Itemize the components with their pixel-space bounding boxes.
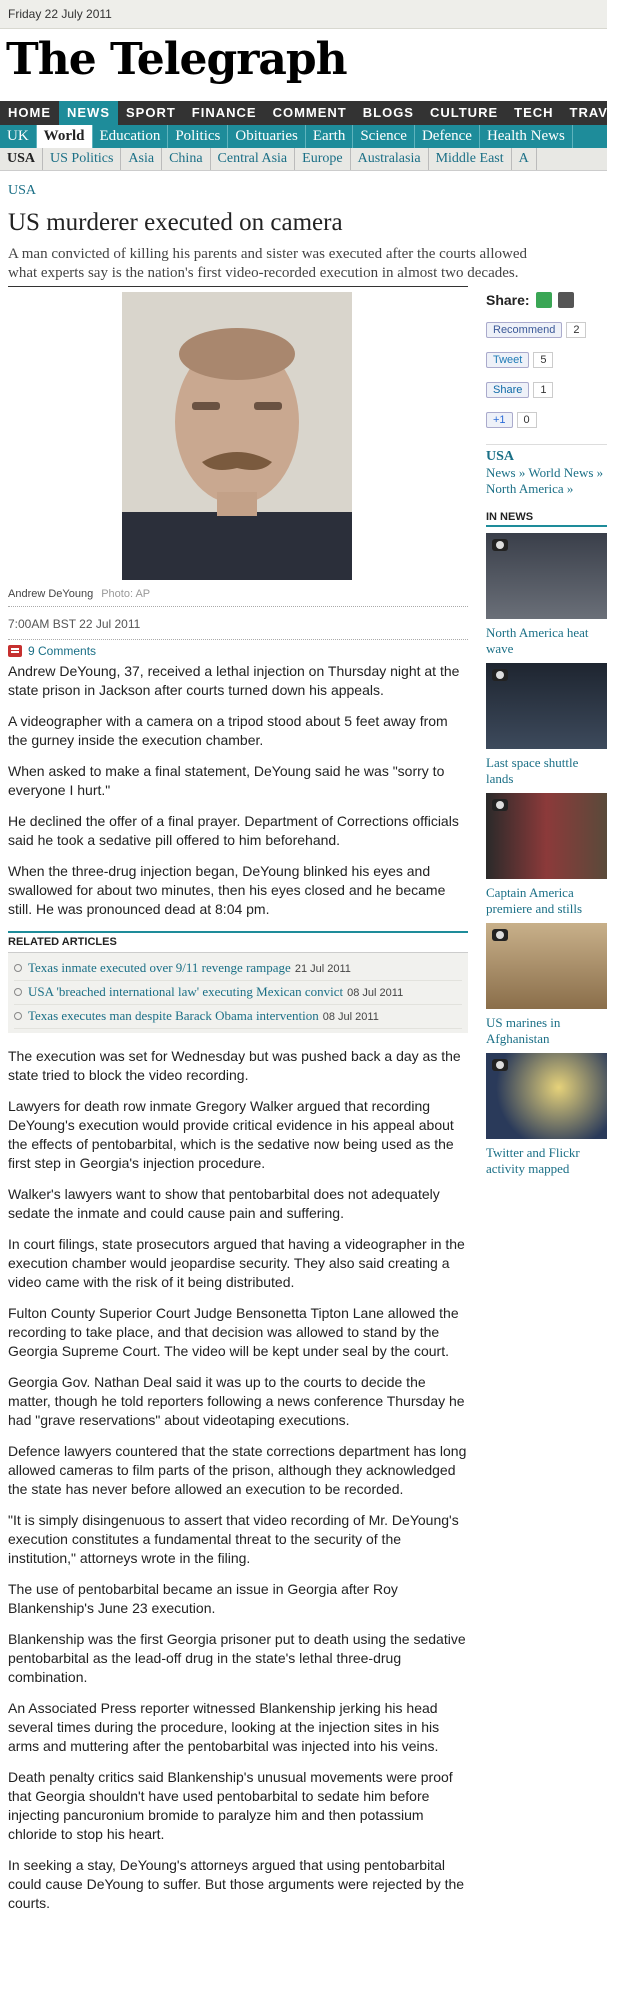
article-photo <box>122 292 352 580</box>
news-caption[interactable]: Last space shuttle lands <box>486 755 579 786</box>
nav-defence[interactable]: Defence <box>415 125 480 148</box>
camera-icon <box>492 539 508 551</box>
share-icon[interactable] <box>536 292 552 308</box>
article-paragraph: Defence lawyers countered that the state corrections department has long allowed cameras to film parts of the prison, although they acknowledged the state has never before allowed an execution to be recorded. <box>8 1443 467 1497</box>
article-paragraph: Fulton County Superior Court Judge Bensonetta Tipton Lane allowed the recording to take place, and that decision was allowed to stand by the Georgia Supreme Court. The video will be kept under seal by the court. <box>8 1305 459 1359</box>
news-thumb[interactable] <box>486 1053 607 1139</box>
nav-asia[interactable]: Asia <box>121 148 162 170</box>
related-article-item[interactable] <box>14 981 462 1005</box>
nav-culture[interactable]: CULTURE <box>429 105 499 120</box>
article-paragraph: "It is simply disingenuous to assert that video recording of Mr. DeYoung's execution constitutes a fundamental threat to the security of the institution," attorneys wrote in the filing. <box>8 1512 459 1566</box>
photo-caption <box>8 588 468 600</box>
nav-finance[interactable]: FINANCE <box>191 105 257 120</box>
article-paragraph: In court filings, state prosecutors argued that having a videographer in the execution chamber would jeopardise security. They also said creating a video came with the risk of it being distributed. <box>8 1236 465 1290</box>
nav-health-news[interactable]: Health News <box>480 125 573 148</box>
article-paragraph: Georgia Gov. Nathan Deal said it was up to the courts to decide the matter, though he told reporters following a news conference Thursday he had "grave reservations" about videotaping executions. <box>8 1374 465 1428</box>
timestamp-divider <box>8 639 468 640</box>
sidebar <box>486 288 607 1177</box>
nav-more[interactable]: A <box>512 148 537 170</box>
nav-science[interactable]: Science <box>353 125 415 148</box>
bullet-icon <box>14 988 22 996</box>
article-paragraph: In seeking a stay, DeYoung's attorneys argued that using pentobarbital could cause DeYoung to suffer. But those arguments were rejected by the courts. <box>8 1857 465 1911</box>
nav-us-politics[interactable]: US Politics <box>43 148 121 170</box>
nav-usa[interactable]: USA <box>0 148 43 170</box>
article-body <box>8 288 468 1925</box>
comments-link[interactable] <box>8 644 468 658</box>
nav-home[interactable]: HOME <box>8 105 51 120</box>
article-paragraph: Death penalty critics said Blankenship's unusual movements were proof that Georgia shouldn't have used pentobarbital to sedate him before injecting pancuronium bromide to paralyze him and then potassium chloride to stop his heart. <box>8 1769 453 1842</box>
related-article-date: 08 Jul 2011 <box>347 987 404 999</box>
tweet-widget[interactable] <box>486 352 607 368</box>
nav-uk[interactable]: UK <box>0 125 37 148</box>
nav-travel[interactable]: TRAVEL <box>569 105 627 120</box>
primary-nav <box>0 101 627 125</box>
article-paragraph: He declined the offer of a final prayer. Department of Corrections officials said he took a sedative pill offered to him beforehand. <box>8 813 459 848</box>
nav-earth[interactable]: Earth <box>306 125 353 148</box>
nav-china[interactable]: China <box>162 148 210 170</box>
caption-divider <box>8 606 468 607</box>
article-paragraph: Lawyers for death row inmate Gregory Walker argued that recording DeYoung's execution would provide critical evidence in his appeal about the effects of pentobarbital, which is the sedative now being used as the first step in Georgia's injection procedure. <box>8 1098 454 1171</box>
article-headline: US murderer executed on camera <box>8 209 343 236</box>
sidebar-link-news[interactable]: News » World News » <box>486 465 604 480</box>
plusone-widget[interactable] <box>486 412 607 428</box>
nav-australasia[interactable]: Australasia <box>351 148 429 170</box>
news-caption[interactable]: North America heat wave <box>486 625 589 656</box>
tweet-count: 5 <box>533 352 553 368</box>
camera-icon <box>492 799 508 811</box>
sidebar-link-north-america[interactable]: North America » <box>486 481 574 496</box>
nav-central-asia[interactable]: Central Asia <box>211 148 296 170</box>
photo-credit: Photo: AP <box>101 588 151 600</box>
article-paragraph: Blankenship was the first Georgia prisoner put to death using the sedative pentobarbital as the lead-off drug in the state's lethal three-drug combination. <box>8 1631 466 1685</box>
camera-icon <box>492 669 508 681</box>
article-standfirst <box>8 245 607 283</box>
article-timestamp: 7:00AM BST 22 Jul 2011 <box>8 617 141 631</box>
camera-icon <box>492 1059 508 1071</box>
facebook-recommend-button[interactable]: Recommend <box>486 322 562 338</box>
news-thumb[interactable] <box>486 663 607 749</box>
related-article-title[interactable]: Texas executes man despite Barack Obama intervention <box>28 1008 319 1023</box>
related-articles-title: RELATED ARTICLES <box>8 933 468 953</box>
photo-caption-text: Andrew DeYoung <box>8 588 94 600</box>
mugshot-image <box>122 292 352 580</box>
news-caption[interactable]: US marines in Afghanistan <box>486 1015 561 1046</box>
article-paragraph: The use of pentobarbital became an issue in Georgia after Roy Blankenship's June 23 execution. <box>8 1581 398 1616</box>
standfirst-line-1: A man convicted of killing his parents and sister was executed after the courts allowed <box>8 246 528 262</box>
headline-rule <box>8 286 468 287</box>
tertiary-nav <box>0 148 607 171</box>
related-article-title[interactable]: Texas inmate executed over 9/11 revenge rampage <box>28 960 291 975</box>
nav-news[interactable]: NEWS <box>59 101 118 125</box>
comments-count[interactable]: 9 Comments <box>28 644 97 658</box>
standfirst-line-2: what experts say is the nation's first video-recorded execution in almost two decades. <box>8 265 519 281</box>
dateline: Friday 22 July 2011 <box>0 0 607 29</box>
sidebar-section-title[interactable]: USA <box>486 444 607 465</box>
nav-sport[interactable]: SPORT <box>126 105 176 120</box>
related-article-date: 08 Jul 2011 <box>322 1011 379 1023</box>
related-articles <box>8 931 468 1033</box>
nav-blogs[interactable]: BLOGS <box>362 105 414 120</box>
article-paragraph: When asked to make a final statement, DeYoung said he was "sorry to everyone I hurt." <box>8 763 445 798</box>
nav-education[interactable]: Education <box>93 125 169 148</box>
linkedin-share-button[interactable]: Share <box>486 382 529 398</box>
news-caption[interactable]: Twitter and Flickr activity mapped <box>486 1145 580 1176</box>
related-article-item[interactable] <box>14 1005 462 1029</box>
nav-comment[interactable]: COMMENT <box>272 105 347 120</box>
plusone-button[interactable]: +1 <box>486 412 513 428</box>
nav-obituaries[interactable]: Obituaries <box>228 125 305 148</box>
tweet-button[interactable]: Tweet <box>486 352 529 368</box>
article-section-label[interactable]: USA <box>8 183 37 198</box>
news-caption[interactable]: Captain America premiere and stills <box>486 885 583 916</box>
bullet-icon <box>14 964 22 972</box>
related-article-date: 21 Jul 2011 <box>294 963 351 975</box>
secondary-nav <box>0 125 607 148</box>
in-news-title: IN NEWS <box>486 511 607 527</box>
related-article-title[interactable]: USA 'breached international law' executing Mexican convict <box>28 984 344 999</box>
linkedin-count: 1 <box>533 382 553 398</box>
camera-icon <box>492 929 508 941</box>
facebook-recommend-count: 2 <box>566 322 586 338</box>
comment-icon <box>8 645 22 657</box>
news-thumb[interactable] <box>486 793 607 879</box>
bullet-icon <box>14 1012 22 1020</box>
related-articles-list <box>8 953 468 1033</box>
article-paragraph: A videographer with a camera on a tripod stood about 5 feet away from the gurney inside the execution chamber. <box>8 713 448 748</box>
article-paragraph: The execution was set for Wednesday but was pushed back a day as the state tried to block the video recording. <box>8 1048 461 1083</box>
article-paragraph: Andrew DeYoung, 37, received a lethal injection on Thursday night at the state prison in Jackson after courts turned down his appeals. <box>8 663 460 698</box>
plusone-count: 0 <box>517 412 537 428</box>
article-paragraph: When the three-drug injection began, DeYoung blinked his eyes and swallowed for about two minutes, then his eyes closed and he became still. He was pronounced dead at 8:04 pm. <box>8 863 446 917</box>
nav-tech[interactable]: TECH <box>514 105 554 120</box>
article-paragraph: An Associated Press reporter witnessed Blankenship jerking his head several times during the procedure, looking at the injection sites in his arms and muttering after the pentobarbital was injected into his veins. <box>8 1700 440 1754</box>
nav-world[interactable]: World <box>37 125 93 148</box>
masthead[interactable] <box>0 29 607 93</box>
share-row <box>486 292 607 308</box>
news-thumb[interactable] <box>486 533 607 619</box>
nav-europe[interactable]: Europe <box>295 148 350 170</box>
related-article-item[interactable] <box>14 957 462 981</box>
facebook-recommend[interactable] <box>486 322 607 338</box>
nav-middle-east[interactable]: Middle East <box>429 148 512 170</box>
email-icon[interactable] <box>558 292 574 308</box>
news-thumb[interactable] <box>486 923 607 1009</box>
share-label: Share: <box>486 292 530 308</box>
nav-politics[interactable]: Politics <box>168 125 228 148</box>
linkedin-widget[interactable] <box>486 382 607 398</box>
article-paragraph: Walker's lawyers want to show that pentobarbital does not adequately sedate the inmate and could cause pain and suffering. <box>8 1186 440 1221</box>
site-logo[interactable]: The Telegraph <box>6 34 347 85</box>
